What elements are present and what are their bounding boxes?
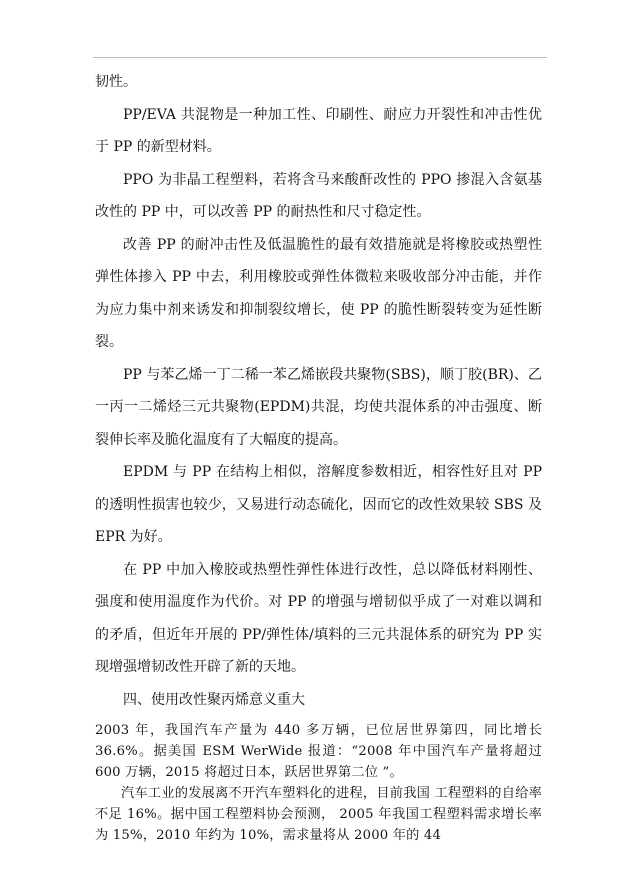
paragraph-auto-production: 2003 年，我国汽车产量为 440 多万辆，已位居世界第四，同比增长 36.6%。据美国 ESM WerWide 报道：“2008 年中国汽车产量将超过 600 万辆，2015 将超过日本，跃居世界第二位 ”。 — [95, 723, 542, 780]
paragraph-ternary-blend: 在 PP 中加入橡胶或热塑性弹性体进行改性，总以降低材料刚性、强度和使用温度作为代价。对 PP 的增强与增韧似乎成了一对难以调和的矛盾，但近年开展的 PP/弹性体/填料的三元共混体系的研究为 PP 实现增强增韧改性开辟了新的天地。 — [95, 561, 542, 675]
paragraph-impact-improvement: 改善 PP 的耐冲击性及低温脆性的最有效措施就是将橡胶或热塑性弹性体掺入 PP 中去，利用橡胶或弹性体微粒来吸收部分冲击能，并作为应力集中剂来诱发和抑制裂纹增长，使 PP 的脆性断裂转变为延性断裂。 — [95, 236, 542, 350]
paragraph-ppo: PPO 为非晶工程塑料，若将含马来酸酐改性的 PPO 掺混入含氨基改性的 PP 中，可以改善 PP 的耐热性和尺寸稳定性。 — [95, 171, 542, 220]
header-rule — [93, 57, 547, 58]
document-body — [95, 66, 542, 846]
paragraph-toughness-end: 韧性。 — [95, 74, 137, 90]
paragraph-epdm: EPDM 与 PP 在结构上相似，溶解度参数相近，相容性好且对 PP 的透明性损害也较少，又易进行动态硫化，因而它的改性效果较 SBS 及 EPR 为好。 — [95, 464, 542, 545]
paragraph-sbs-blend: PP 与苯乙烯一丁二稀一苯乙烯嵌段共聚物(SBS)，顺丁胶(BR)、乙一丙一二烯烃三元共聚物(EPDM)共混，均使共混体系的冲击强度、断裂伸长率及脆化温度有了大幅度的提高。 — [95, 366, 542, 448]
section-heading: 四、使用改性聚丙烯意义重大 — [123, 691, 305, 708]
paragraph-pp-eva: PP/EVA 共混物是一种加工性、印刷性、耐应力开裂性和冲击性优于 PP 的新型材料。 — [95, 106, 542, 155]
paragraph-engineering-plastics: 汽车工业的发展离不开汽车塑料化的进程，目前我国 工程塑料的自给率不足 16%。据中国工程塑料协会预测， 2005 年我国工程塑料需求增长率为 15%，2010 年约为 10%，需求量将从 2000 年的 44 — [95, 786, 542, 843]
